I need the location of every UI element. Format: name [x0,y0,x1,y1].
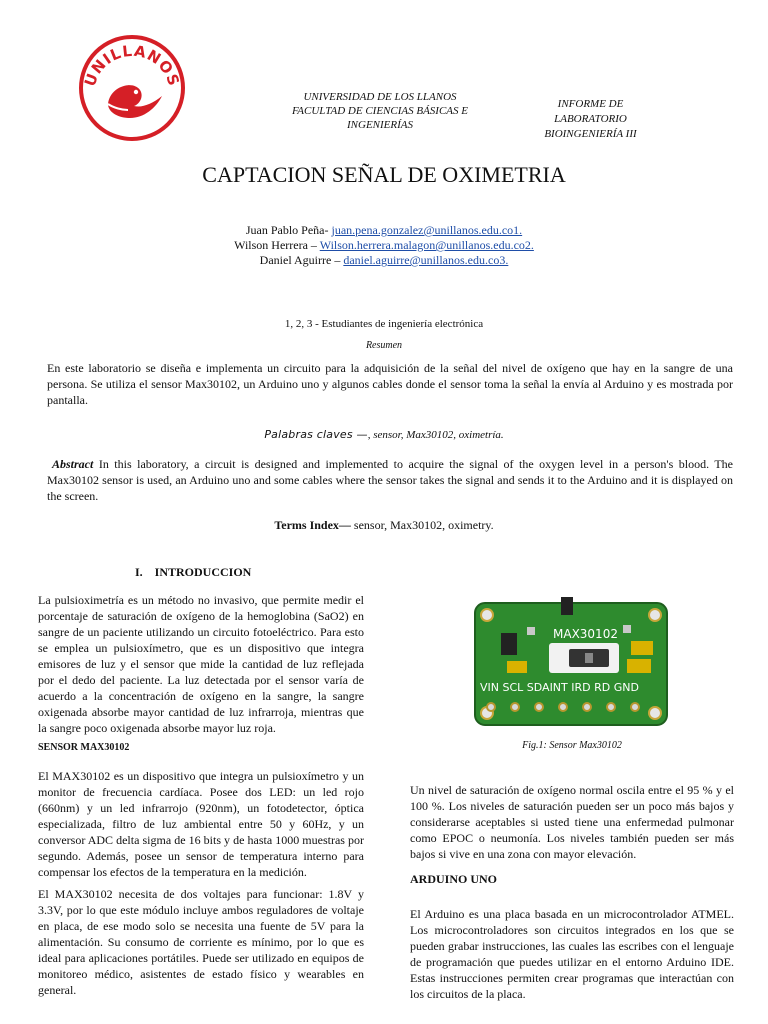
sensor-paragraph-1: El MAX30102 es un dispositivo que integra un pulsioxímetro y un monitor de frecuencia cardíaca. Posee dos LED: un led rojo (660nm) y un led infrarrojo (920nm), un fotodetector, óptica especializada, filtro de luz ambiental entre 50 y 60Hz, y un conversor ADC delta sigma de 16 bits y de hasta 1000 muestras por segundo. Además, posee un sensor de temperatura interno para compensar los efectos de la temperatura en la medición. [38,769,364,879]
sensor-heading: SENSOR MAX30102 [38,742,130,753]
unillanos-logo [78,34,186,142]
arduino-paragraph: El Arduino es una placa basada en un microcontrolador ATMEL. Los microcontroladores son circuitos integrados en los que se pueden grabar instrucciones, las cuales las escribes con el lenguaje de programación que puedes utilizar en el entorno Arduino IDE. Estas instrucciones permiten crear programas que interactúan con los circuitos de la placa. [410,907,734,1001]
board-label: MAX30102 [553,627,618,641]
author-name: Juan Pablo Peña- [245,223,332,237]
author-name: Wilson Herrera – [234,238,320,252]
report-line: INFORME DE [557,98,624,110]
report-line: BIOINGENIERÍA III [544,128,637,140]
report-line: LABORATORIO [554,113,627,125]
faculty-line-2: INGENIERÍAS [347,119,413,131]
faculty-line: FACULTAD DE CIENCIAS BÁSICAS E [292,105,468,117]
pin-labels: VIN SCL SDAINT IRD RD GND [480,681,639,694]
saturation-paragraph: Un nivel de saturación de oxígeno normal oscila entre el 95 % y el 100 %. Los niveles de saturación pueden ser un poco más bajos y considerarse aceptables si usted tiene una enfermedad pulmonar como EPOC o neumonía. Los niveles también pueden ser más bajos si vive en una zona con mayor elevación. [410,783,734,861]
paper-title: CAPTACION SEÑAL DE OXIMETRIA [202,162,566,187]
keywords [0,428,768,441]
university-line: UNIVERSIDAD DE LOS LLANOS [303,91,457,103]
abstract [47,456,733,504]
university-header [250,90,510,132]
report-header [528,97,653,142]
affiliation: 1, 2, 3 - Estudiantes de ingeniería electrónica [284,318,484,330]
figure-caption: Fig.1: Sensor Max30102 [522,740,622,751]
abstract-text: In this laboratory, a circuit is designed and implemented to acquire the signal of the oxygen level in a person's blood. The Max30102 sensor is used, an Arduino uno and some cables where the sensor takes the signal and sends it to the Arduino and it is displayed on the screen. [47,457,733,503]
author-row [0,223,768,238]
author-row [0,238,768,253]
keywords-text: , sensor, Max30102, oximetría. [367,429,504,441]
author-email-link[interactable]: juan.pena.gonzalez@unillanos.edu.co1. [331,223,523,237]
intro-paragraph: La pulsioximetría es un método no invasivo, que permite medir el porcentaje de saturación de oxígeno de la hemoglobina (SaO2) en sangre de un paciente utilizando un circuito fotoeléctrico. Para esto se emplea un pulsioxímetro, que es un dispositivo que integra emisores de luz y el sensor que mide la cantidad de luz reflejada por el dedo del paciente. La luz detectada por el sensor varía de acuerdo a la concentración de oxígeno en la sangre, la sangre oxigenada absorbe mayor cantidad de luz infrarroja, mientras que la sangre poco oxigenada absorbe mayor luz roja. [38,593,364,735]
abstract-label: Abstract [52,457,94,471]
arduino-heading: ARDUINO UNO [410,872,497,886]
terms-text: sensor, Max30102, oximetry. [350,518,494,532]
logo-text: UNILLANOS [80,41,184,89]
author-name: Daniel Aguirre – [259,253,344,267]
author-list [0,223,768,268]
author-row [0,253,768,268]
sensor-paragraph-2: El MAX30102 necesita de dos voltajes para funcionar: 1.8V y 3.3V, por lo que este módulo incluye ambos reguladores de voltaje en placa, de ese modo solo se necesita una fuente de 5V para la alimentación. Su consumo de corriente es mínimo, por lo que es ideal para aplicaciones portátiles. Puede ser utilizado en equipos de monitoreo médico, asistentes de estado físico y wearables en general. [38,887,364,997]
section-heading-introduccion: I. INTRODUCCION [135,565,252,579]
resumen-heading: Resumen [365,340,403,351]
keywords-label: Palabras claves — [264,428,368,441]
terms-label: Terms Index— [274,518,351,532]
svg-text:UNILLANOS [81,42,183,89]
author-email-link[interactable]: Wilson.herrera.malagon@unillanos.edu.co2. [319,238,534,252]
sensor-board-photo [473,597,669,729]
resumen-text: En este laboratorio se diseña e implementa un circuito para la adquisición de la señal del nivel de oxígeno que hay en la sangre de una persona. Se utiliza el sensor Max30102, un Arduino uno y algunos cables donde el sensor toma la señal la envía al Arduino y es mostrada por pantalla. [47,361,733,407]
author-email-link[interactable]: daniel.aguirre@unillanos.edu.co3. [343,253,509,267]
terms-index [0,518,768,533]
